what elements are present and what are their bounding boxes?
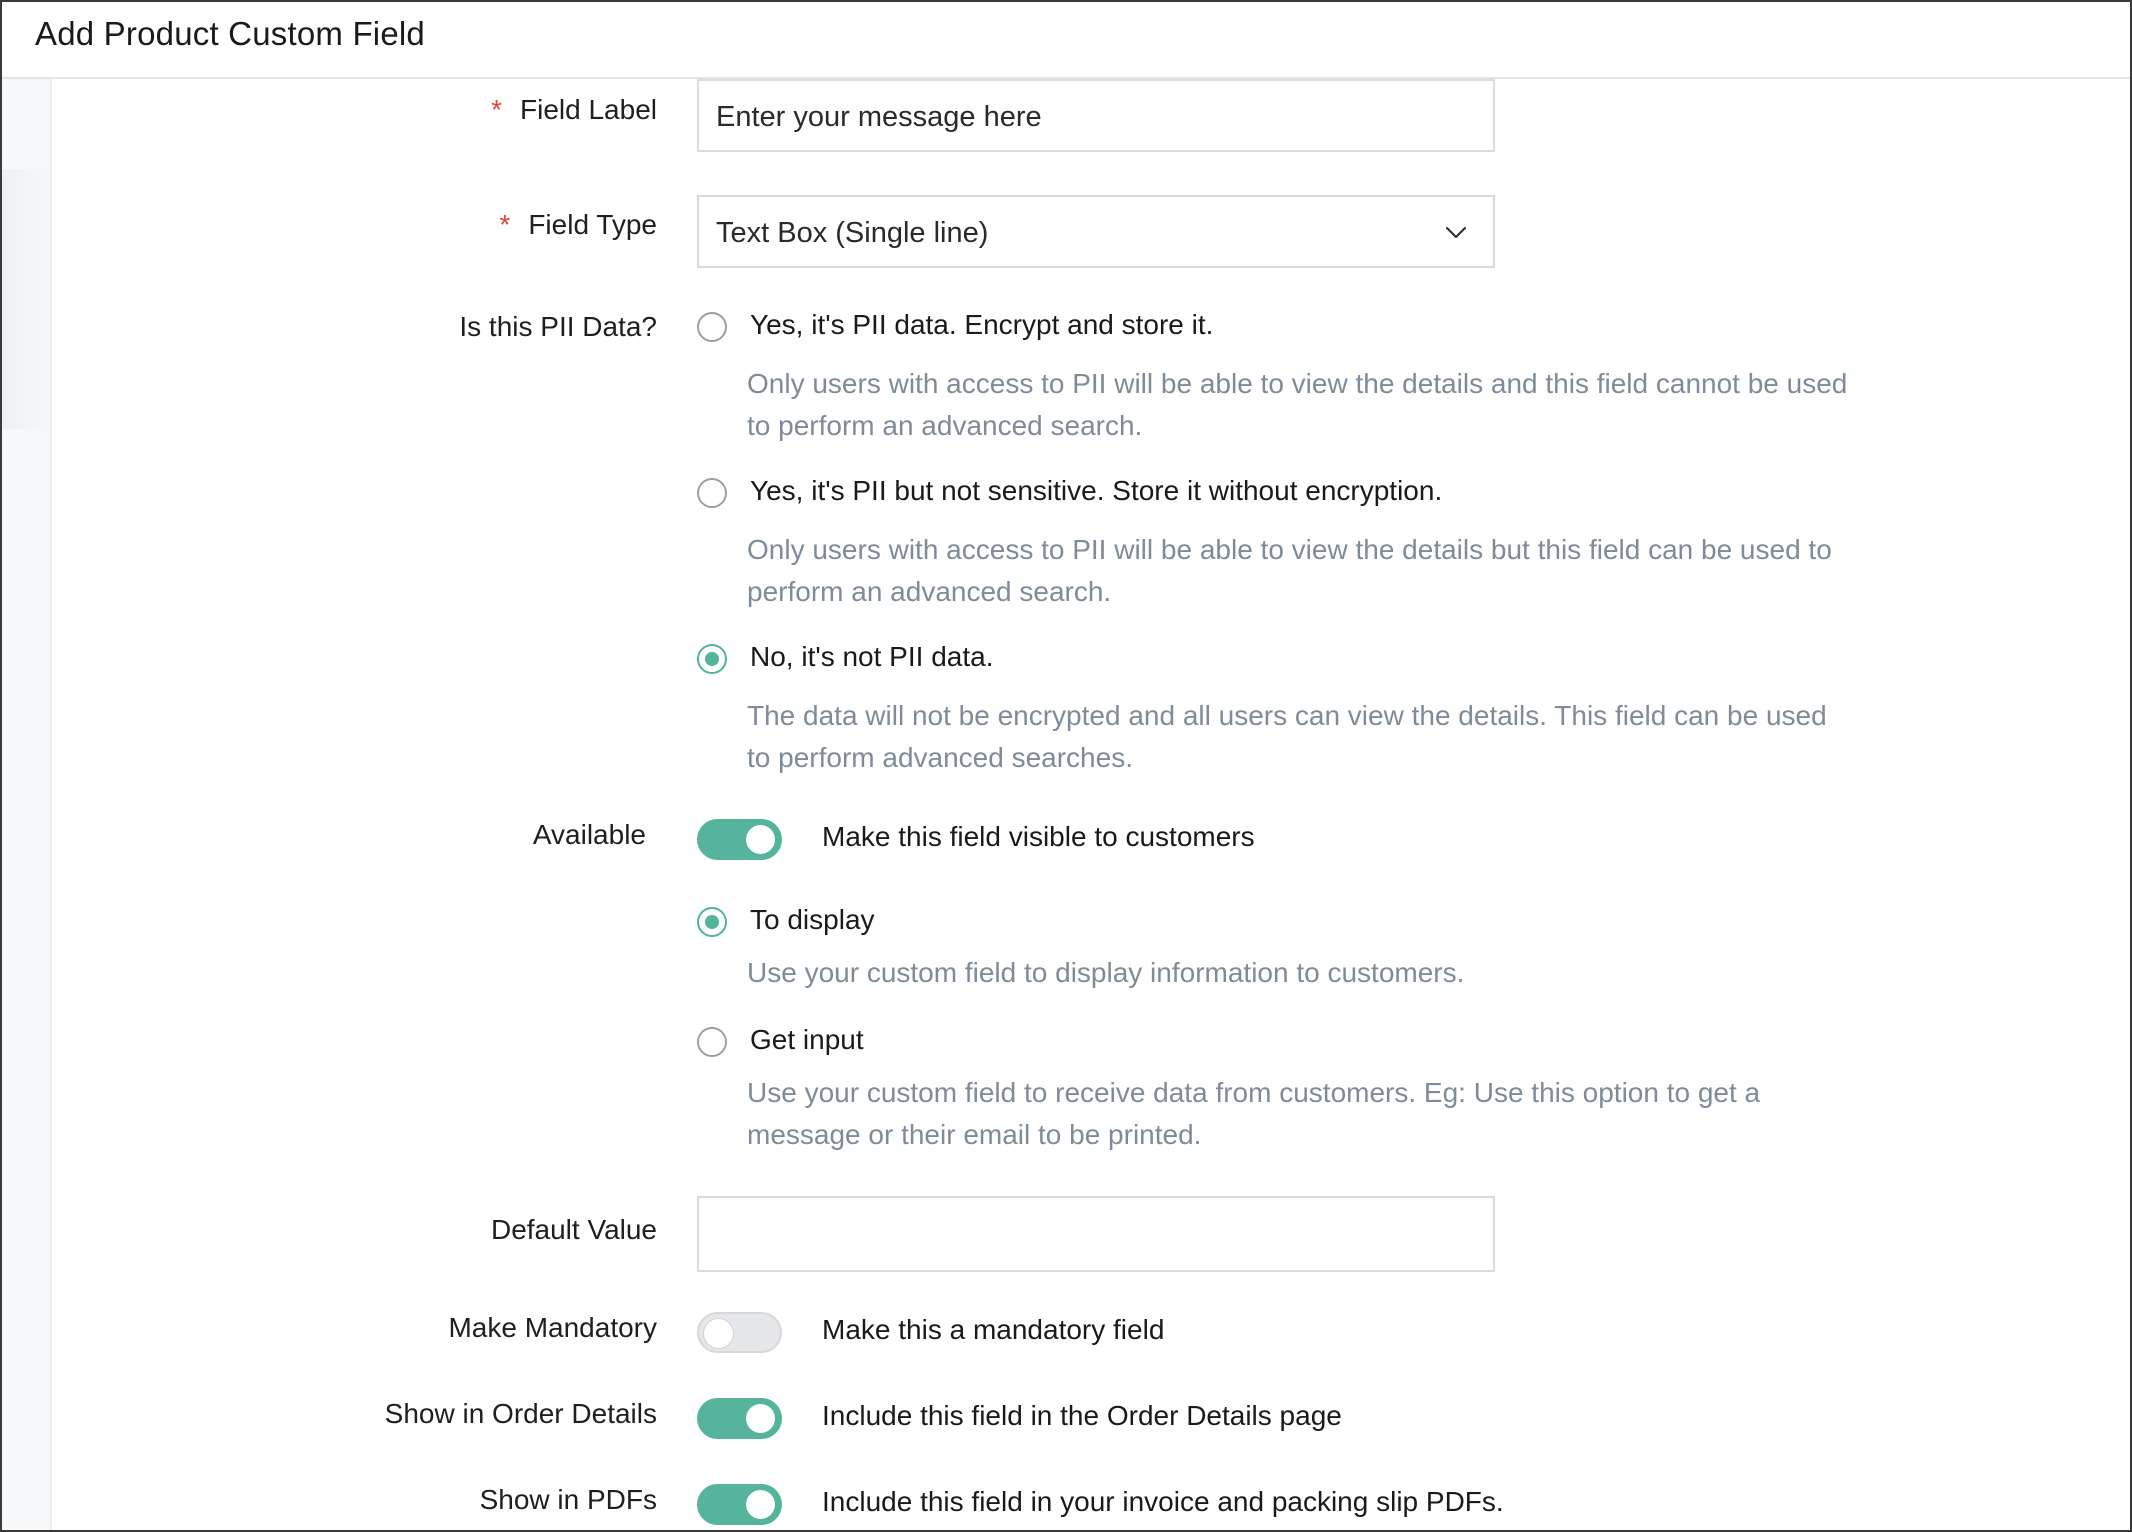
chevron-down-icon xyxy=(1445,221,1467,243)
radio-button[interactable] xyxy=(697,312,727,342)
available-toggle-text: Make this field visible to customers xyxy=(822,821,1255,852)
pii-option-not-pii-help-2: to perform advanced searches. xyxy=(747,742,1133,773)
order-details-toggle[interactable] xyxy=(697,1398,782,1439)
pdfs-label: Show in PDFs xyxy=(479,1484,657,1515)
radio-button-checked[interactable] xyxy=(697,644,727,674)
required-marker: * xyxy=(499,209,511,240)
field-type-value: Text Box (Single line) xyxy=(716,217,989,249)
pii-option-no-encrypt-help-2: perform an advanced search. xyxy=(747,576,1112,607)
dialog-header xyxy=(2,2,2130,79)
pii-option-encrypt-help-2: to perform an advanced search. xyxy=(747,410,1143,441)
available-toggle[interactable] xyxy=(697,819,782,860)
field-type-select[interactable] xyxy=(697,195,1495,268)
field-type-text: Field Type xyxy=(528,209,657,240)
pii-option-not-pii-label: No, it's not PII data. xyxy=(750,641,994,672)
pii-option-encrypt-label: Yes, it's PII data. Encrypt and store it. xyxy=(750,309,1214,340)
available-option-input-help-2: message or their email to be printed. xyxy=(747,1119,1202,1150)
mandatory-toggle[interactable] xyxy=(697,1312,782,1353)
radio-button-checked[interactable] xyxy=(697,907,727,937)
radio-button[interactable] xyxy=(697,478,727,508)
field-type-label xyxy=(499,209,657,241)
default-value-input[interactable] xyxy=(697,1196,1495,1272)
mandatory-label: Make Mandatory xyxy=(448,1312,657,1343)
available-option-display-label: To display xyxy=(750,904,875,935)
toggle-knob xyxy=(703,1318,734,1349)
field-label-text: Field Label xyxy=(520,94,657,125)
radio-button[interactable] xyxy=(697,1027,727,1057)
order-details-toggle-text: Include this field in the Order Details page xyxy=(822,1400,1342,1431)
toggle-knob xyxy=(746,1404,775,1433)
toggle-knob xyxy=(746,825,775,854)
pii-option-not-pii-help-1: The data will not be encrypted and all users can view the details. This field can be used xyxy=(747,700,1827,731)
dialog-title: Add Product Custom Field xyxy=(35,15,425,52)
pii-label: Is this PII Data? xyxy=(459,311,657,342)
field-label-input[interactable] xyxy=(697,79,1495,152)
default-value-label: Default Value xyxy=(490,1214,657,1245)
available-option-input-label: Get input xyxy=(750,1024,864,1055)
toggle-knob xyxy=(746,1490,775,1519)
pdfs-toggle[interactable] xyxy=(697,1484,782,1525)
field-label-label xyxy=(491,94,657,126)
required-marker: * xyxy=(491,94,503,125)
available-label: Available xyxy=(532,819,646,850)
available-option-display-help: Use your custom field to display information to customers. xyxy=(747,957,1465,988)
pii-option-no-encrypt-help-1: Only users with access to PII will be able to view the details but this field can be used to xyxy=(747,534,1832,565)
pii-option-no-encrypt-label: Yes, it's PII but not sensitive. Store it without encryption. xyxy=(750,475,1443,506)
order-details-label: Show in Order Details xyxy=(384,1398,657,1429)
available-option-input-help-1: Use your custom field to receive data from customers. Eg: Use this option to get a xyxy=(747,1077,1761,1108)
left-strip-shade xyxy=(2,169,50,429)
mandatory-toggle-text: Make this a mandatory field xyxy=(822,1314,1165,1345)
field-label-input-text: Enter your message here xyxy=(716,101,1042,133)
pdfs-toggle-text: Include this field in your invoice and packing slip PDFs. xyxy=(822,1486,1504,1517)
left-strip xyxy=(2,79,52,1530)
pii-option-encrypt-help-1: Only users with access to PII will be able to view the details and this field cannot be used xyxy=(747,368,1848,399)
